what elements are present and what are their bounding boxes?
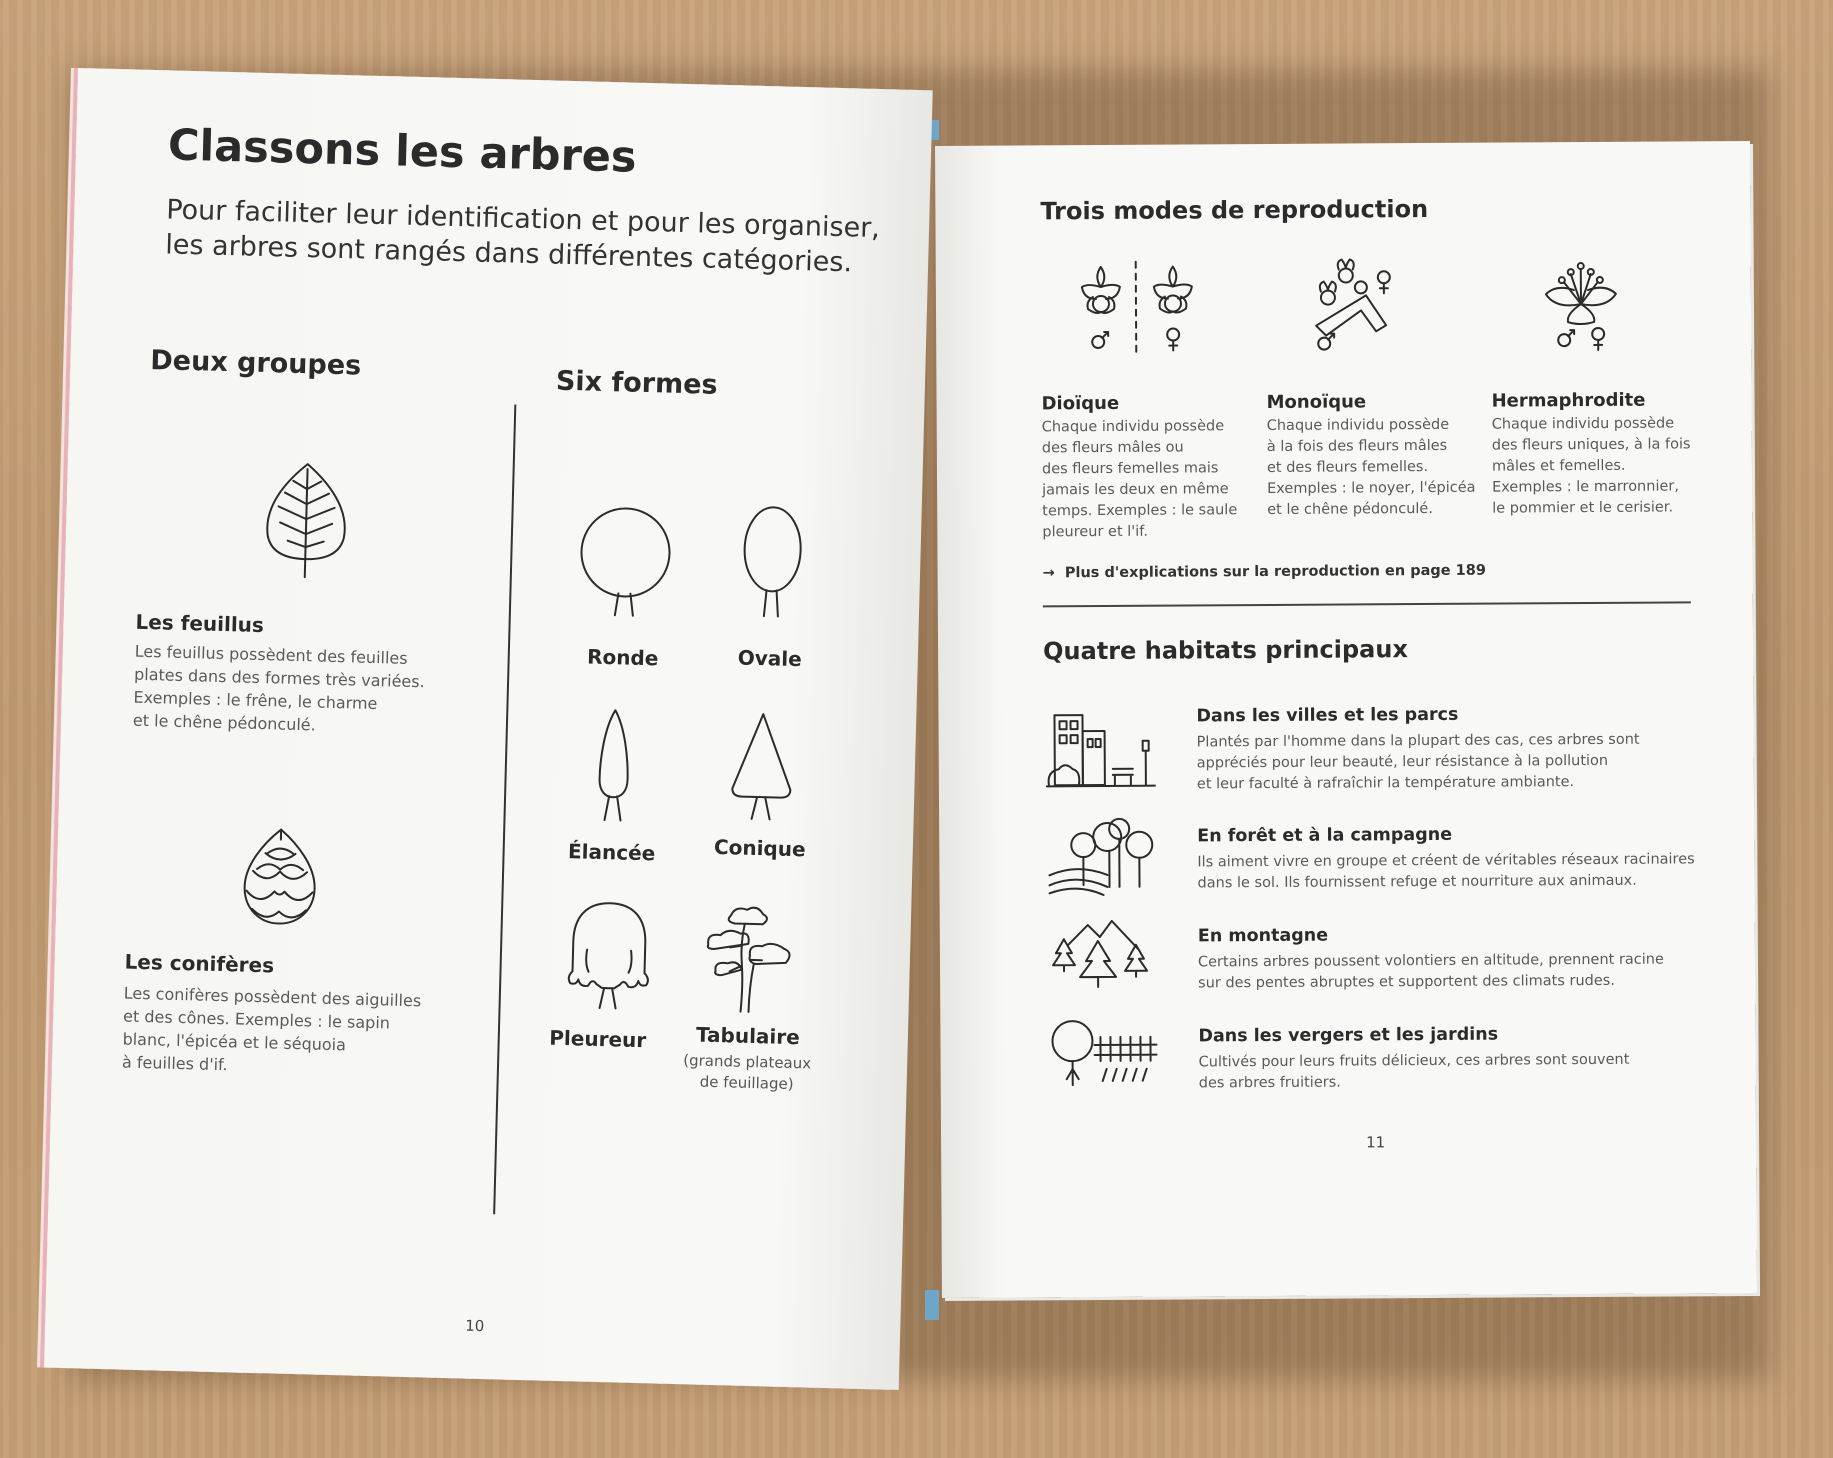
dioecious-flowers-icon [1076,256,1207,357]
tabulaire-note: (grands plateaux de feuillage) [683,1051,812,1094]
monoecious-flowers-icon [1306,255,1407,356]
habitat-villes-title: Dans les villes et les parcs [1196,704,1459,727]
coniferes-text: Les conifères possèdent des aiguilles et des cônes. Exemples : le sapin blanc, l'épicéa et le séquoia à feuilles d'if. [121,983,422,1075]
mountain-icon [1048,915,1158,998]
leaf-icon [255,458,358,581]
habitats-heading: Quatre habitats principaux [1043,635,1408,666]
reproduction-heading: Trois modes de reproduction [1040,194,1429,226]
right-page [935,141,1757,1298]
left-page [44,68,933,1390]
orchard-garden-icon [1048,1017,1160,1090]
forest-countryside-icon [1047,815,1157,896]
pine-cone-icon [234,824,327,931]
habitat-montagne-title: En montagne [1197,925,1329,947]
forms-heading: Six formes [555,365,718,401]
round-tree-icon [574,506,677,619]
hermaphrodite-text: Chaque individu possède des fleurs uniques, à la fois mâles et femelles. Exemples : le marronnier, le pommier et le cerisier. [1491,415,1691,517]
page-number-left: 10 [464,1316,485,1336]
feuillus-title: Les feuillus [135,609,265,638]
dioique-text: Chaque individu possède des fleurs mâles ou des fleurs femelles mais jamais les deux en même temps. Exemples : le saule pleureur et l'if. [1041,418,1238,541]
slender-tree-icon [592,707,635,823]
page-subtitle: Pour faciliter leur identification et pour les organiser, les arbres sont rangés dans différentes catégories. [164,194,881,279]
feuillus-text: Les feuillus possèdent des feuilles plates dans des formes très variées. Exemples : le frêne, le charme et le chêne pédonculé. [132,641,425,735]
monoique-text: Chaque individu possède à la fois des fleurs mâles et des fleurs femelles. Exemples : le noyer, l'épicéa et le chêne pédonculé. [1266,416,1476,518]
habitat-foret-title: En forêt et à la campagne [1197,824,1453,847]
shape-label-pleureur: Pleureur [549,1025,647,1053]
page-title: Classons les arbres [167,120,638,183]
habitat-montagne-text: Certains arbres poussent volontiers en altitude, prennent racine sur des pentes abruptes et supportent des climats rudes. [1197,951,1664,992]
oval-tree-icon [736,503,809,620]
column-divider [493,405,516,1215]
shape-label-elancee: Élancée [567,839,656,866]
weeping-tree-icon [562,899,657,1011]
reproduction-link[interactable]: → Plus d'explications sur la reproduction en page 189 [1042,562,1486,582]
shape-label-ronde: Ronde [586,644,659,671]
shape-label-ovale: Ovale [737,645,803,672]
dioique-title: Dioïque [1041,392,1120,415]
section-divider [1043,601,1691,607]
habitat-vergers-title: Dans les vergers et les jardins [1198,1024,1499,1047]
habitat-foret-text: Ils aiment vivre en groupe et créent de véritables réseaux racinaires dans le sol. Ils fournissent refuge et nourriture aux animaux. [1197,851,1695,892]
shape-label-tabulaire: Tabulaire [695,1022,801,1050]
arrow-right-icon: → [1042,565,1065,582]
hermaphrodite-title: Hermaphrodite [1491,389,1646,412]
habitat-villes-text: Plantés par l'homme dans la plupart des cas, ces arbres sont appréciés pour leur beauté, leur résistance à la pollution et leur faculté à rafraîchir la température ambiante. [1196,731,1640,793]
page-number-right: 11 [1366,1133,1386,1152]
coniferes-title: Les conifères [124,949,275,978]
book-spine [925,1290,939,1320]
habitat-vergers-text: Cultivés pour leurs fruits délicieux, ces arbres sont souvent des arbres fruitiers. [1198,1051,1630,1092]
hermaphrodite-flower-icon [1526,254,1637,355]
conical-tree-icon [726,710,799,822]
shape-label-conique: Conique [713,834,806,862]
groups-heading: Deux groupes [149,344,362,382]
monoique-title: Monoïque [1266,391,1367,413]
tabular-tree-icon [698,903,796,1015]
city-park-icon [1046,711,1156,792]
